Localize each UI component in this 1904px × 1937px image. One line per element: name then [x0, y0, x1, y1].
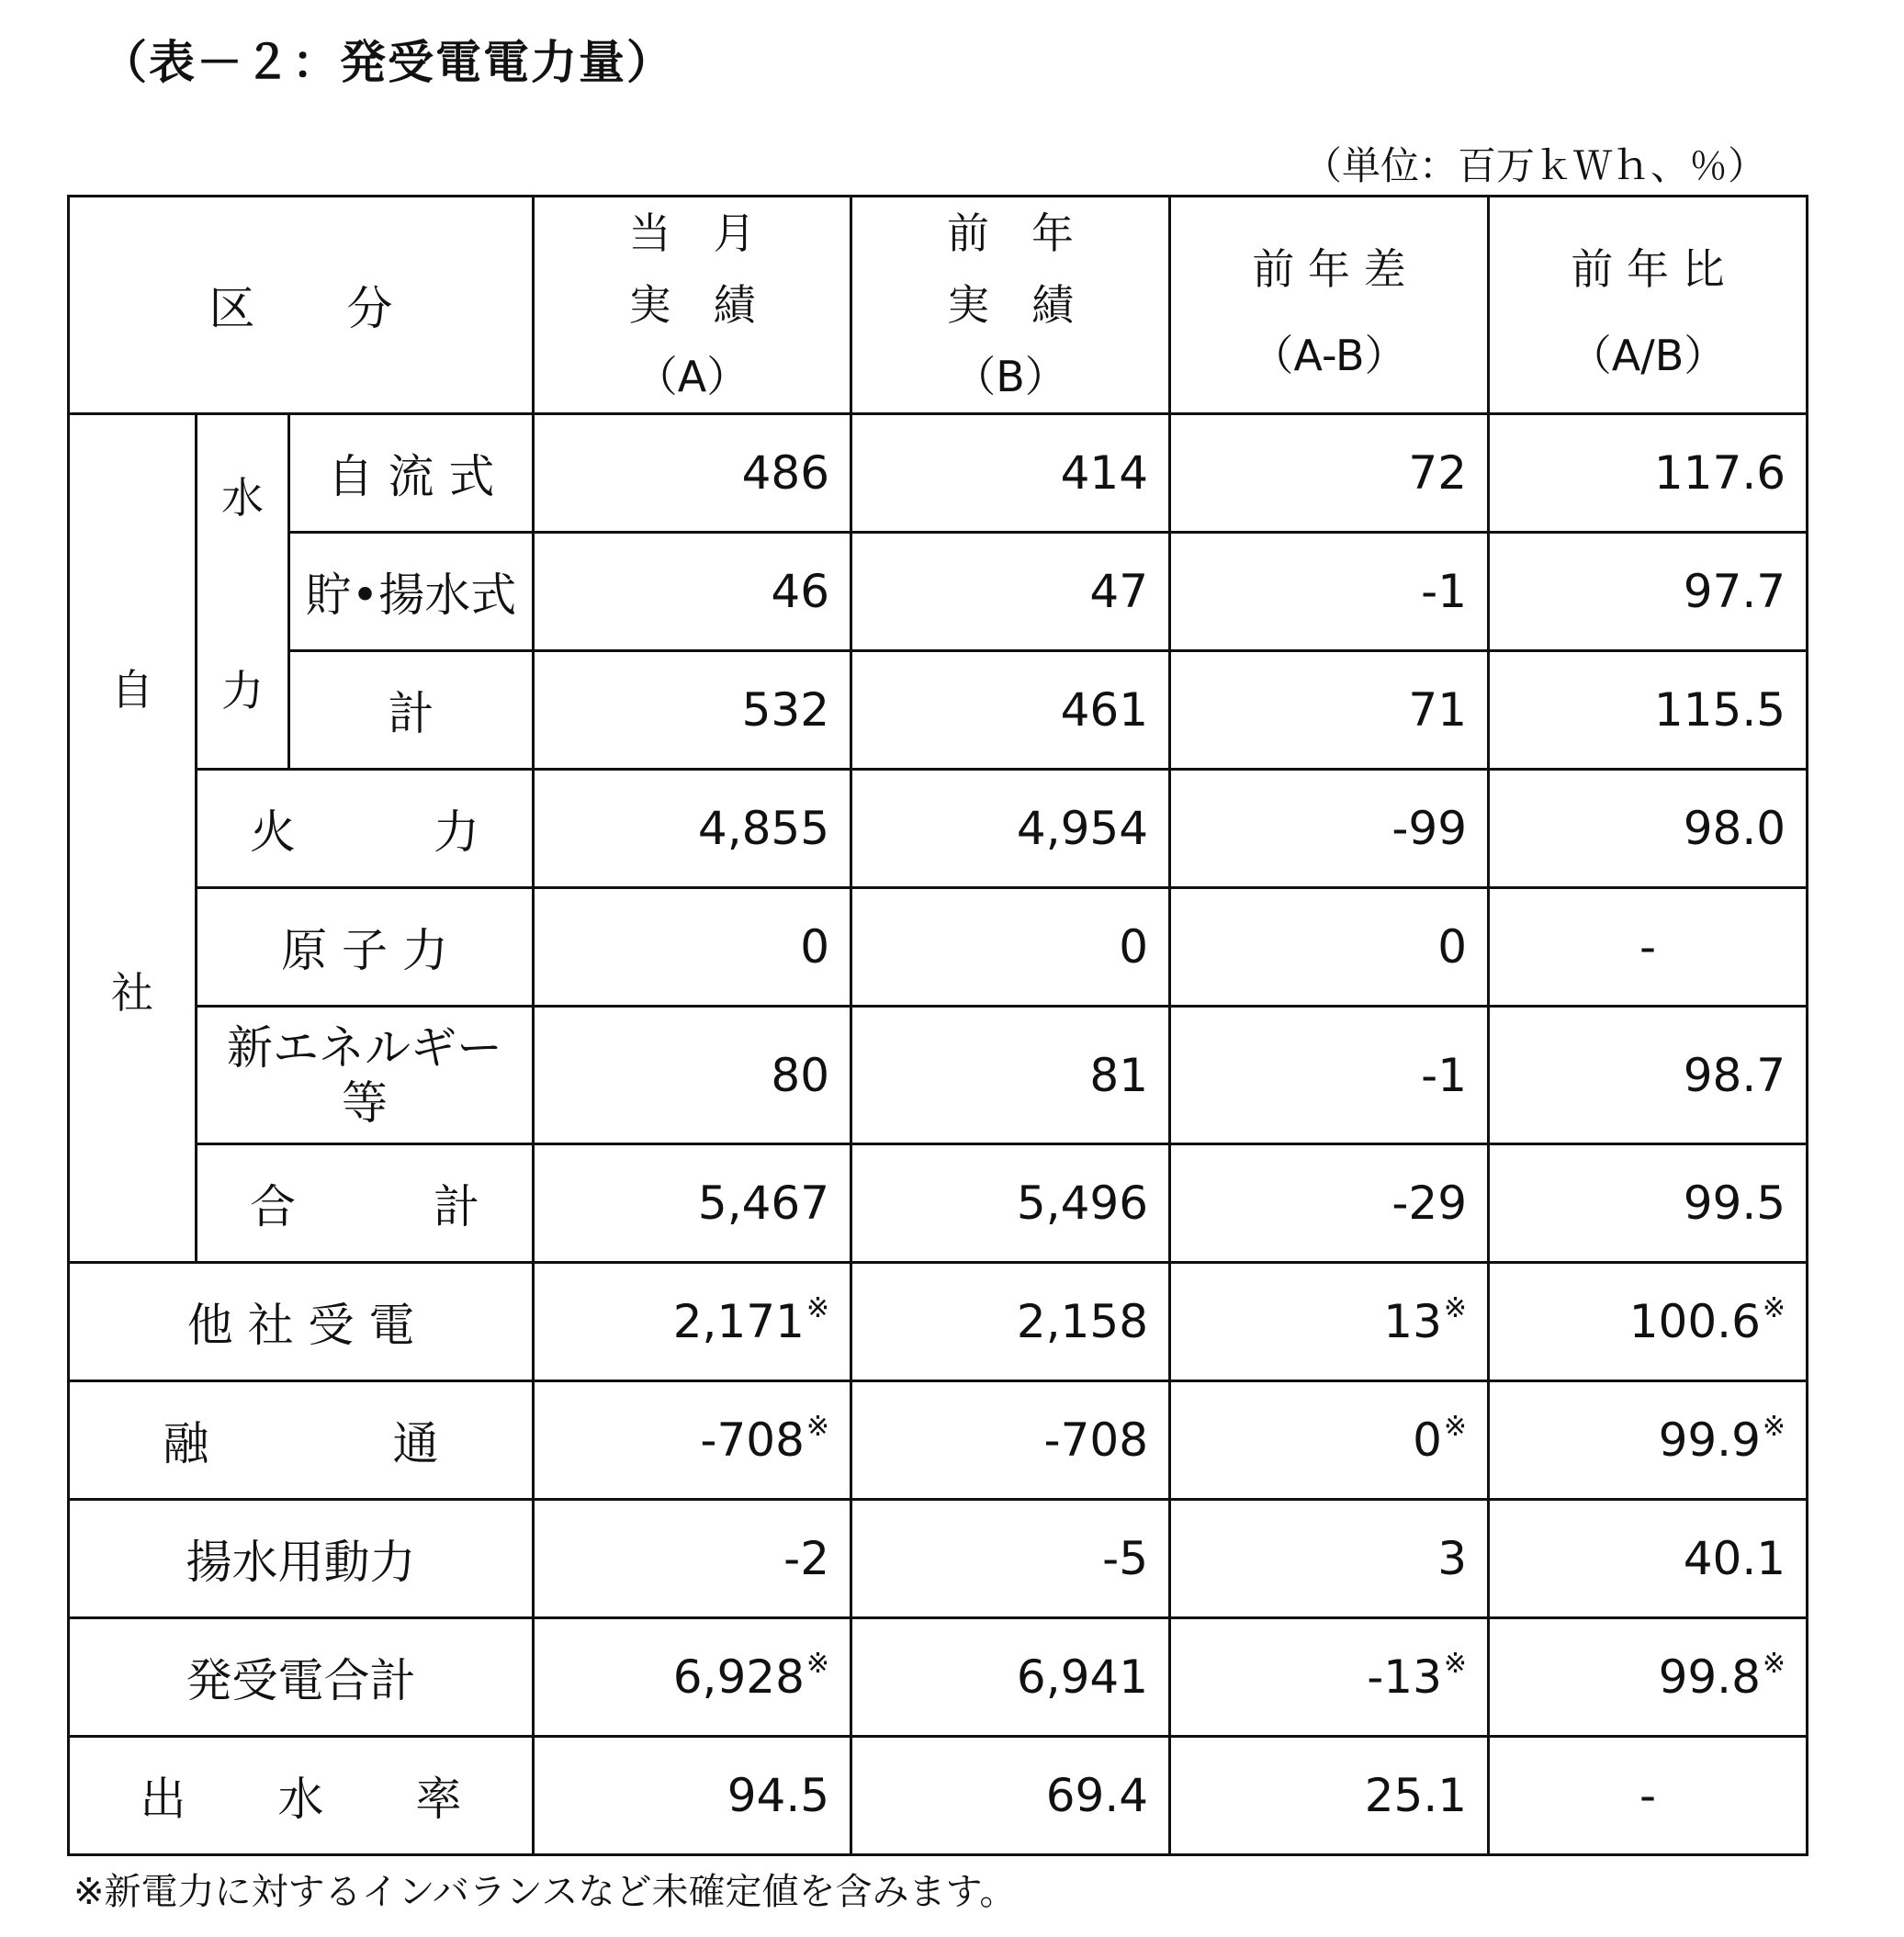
table-row: 新エネルギー 等 80 81 -1 98.7 — [69, 1007, 1808, 1144]
table-row: 貯•揚水式 46 47 -1 97.7 — [69, 533, 1808, 651]
table-row: 合 計 5,467 5,496 -29 99.5 — [69, 1144, 1808, 1263]
note-mark: ※ — [806, 1648, 830, 1680]
row-label: 原 子 力 — [197, 888, 534, 1007]
unit-label: （単位：百万ｋＷｈ、％） — [1302, 143, 1766, 188]
note-mark: ※ — [1443, 1648, 1468, 1680]
note-mark: ※ — [1762, 1411, 1786, 1443]
header-row — [69, 197, 1808, 414]
row-label: 計 — [289, 651, 534, 770]
row-label: 出 水 率 — [69, 1737, 534, 1855]
table-row: 揚水用動力 -2 -5 3 40.1 — [69, 1500, 1808, 1618]
footnote: ※新電力に対するインバランスなど未確定値を含みます。 — [73, 1871, 1017, 1913]
row-label: 揚水用動力 — [69, 1500, 534, 1618]
row-label: 自 流 式 — [289, 414, 534, 533]
hydro-label: 水 力 — [197, 414, 289, 770]
table-row: 他 社 受 電 2,171※ 2,158 13※ 100.6※ — [69, 1263, 1808, 1381]
row-label: 合 計 — [197, 1144, 534, 1263]
table-row: 自 社 水 力 自 流 式 486 414 72 117.6 — [69, 414, 1808, 533]
table-row: 原 子 力 0 0 0 - — [69, 888, 1808, 1007]
row-label: 融 通 — [69, 1381, 534, 1500]
table-row: 発受電合計 6,928※ 6,941 -13※ 99.8※ — [69, 1618, 1808, 1737]
header-difference: 前 年 差 （A-B） — [1170, 197, 1489, 414]
note-mark: ※ — [806, 1411, 830, 1443]
table-row: 火 力 4,855 4,954 -99 98.0 — [69, 770, 1808, 888]
row-label: 貯•揚水式 — [289, 533, 534, 651]
note-mark: ※ — [1762, 1648, 1786, 1680]
note-mark: ※ — [806, 1292, 830, 1324]
own-company-label: 自 社 — [69, 414, 197, 1263]
table-row: 計 532 461 71 115.5 — [69, 651, 1808, 770]
header-ratio: 前 年 比 （A/B） — [1489, 197, 1808, 414]
page-title: （表－２：発受電電力量） — [101, 36, 674, 89]
table-row: 融 通 -708※ -708 0※ 99.9※ — [69, 1381, 1808, 1500]
header-category: 区 分 — [69, 197, 534, 414]
header-previous-year: 前 年 実 績 （B） — [851, 197, 1170, 414]
header-current-month: 当 月 実 績 （A） — [534, 197, 851, 414]
row-label: 発受電合計 — [69, 1618, 534, 1737]
note-mark: ※ — [1443, 1292, 1468, 1324]
power-table — [67, 195, 1806, 1848]
note-mark: ※ — [1443, 1411, 1468, 1443]
row-label: 他 社 受 電 — [69, 1263, 534, 1381]
table-row: 出 水 率 94.5 69.4 25.1 - — [69, 1737, 1808, 1855]
row-label: 新エネルギー 等 — [197, 1007, 534, 1144]
note-mark: ※ — [1762, 1292, 1786, 1324]
row-label: 火 力 — [197, 770, 534, 888]
